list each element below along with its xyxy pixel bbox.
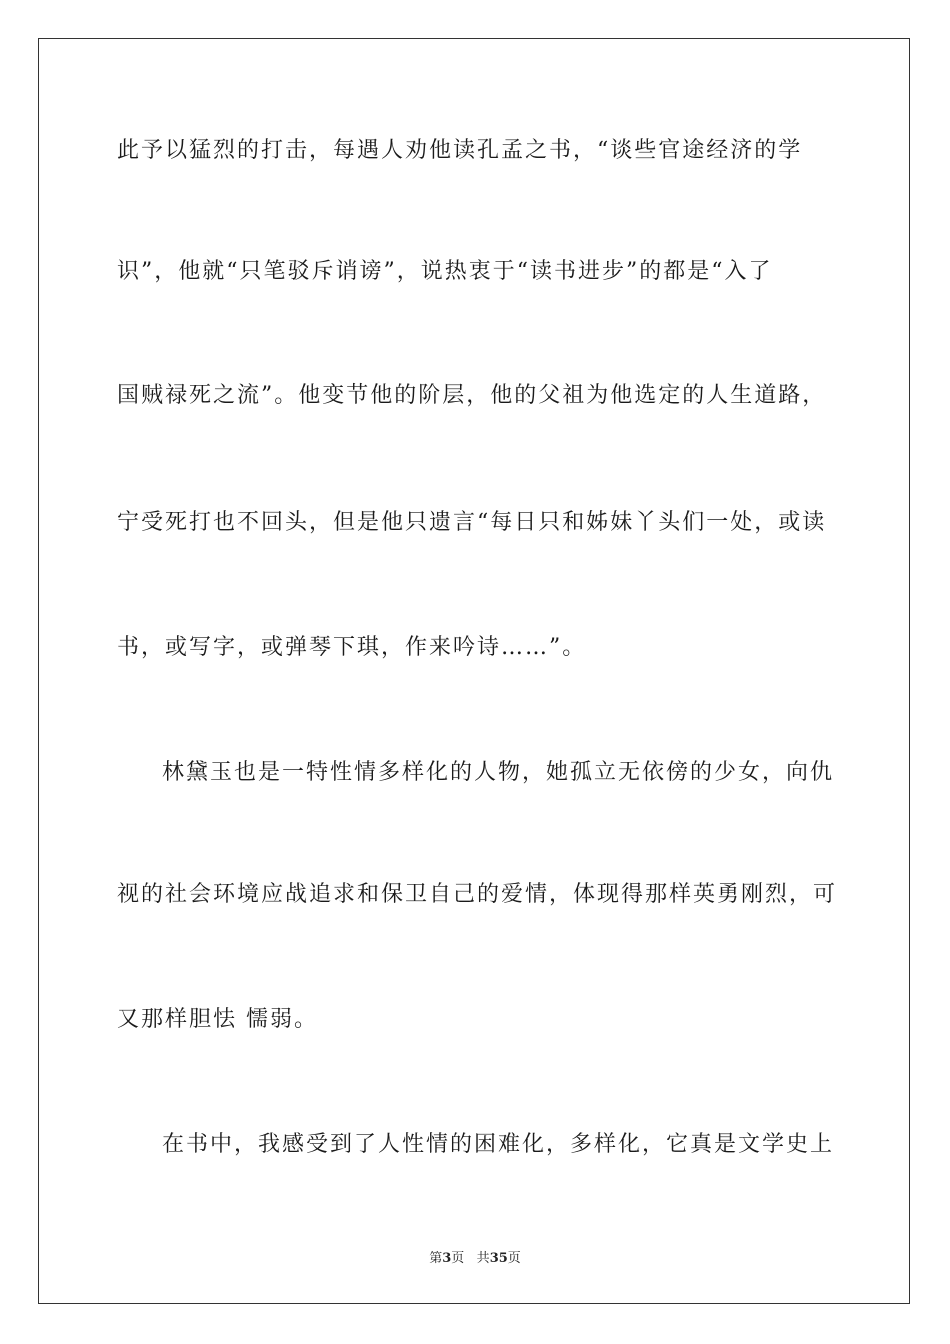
- paragraph-2-line-1: 林黛玉也是一特性情多样化的人物，她孤立无依傍的少女，向仇: [162, 760, 835, 785]
- text-line-1: 此予以猛烈的打击，每遇人劝他读孔孟之书，“谈些官途经济的学: [117, 138, 803, 163]
- page-number: 3: [442, 1251, 452, 1266]
- total-prefix: 共: [476, 1251, 490, 1266]
- text-line-3: 国贼禄死之流”。他变节他的阶层，他的父祖为他选定的人生道路，: [117, 383, 827, 408]
- total-pages: 35: [489, 1251, 508, 1266]
- page-suffix: 页: [451, 1251, 465, 1266]
- page-prefix: 第: [429, 1251, 443, 1266]
- text-line-2: 识”，他就“只笔驳斥诮谤”，说热衷于“读书进步”的都是“入了: [117, 259, 773, 284]
- total-suffix: 页: [507, 1251, 521, 1266]
- page-footer: [0, 1247, 950, 1266]
- page-border: [38, 38, 910, 1304]
- text-line-5: 书，或写字，或弹琴下琪，作来吟诗……”。: [117, 635, 587, 660]
- text-line-4: 宁受死打也不回头，但是他只遗言“每日只和姊妹丫头们一处，或读: [117, 510, 827, 535]
- paragraph-2-line-3: 又那样胆怯 懦弱。: [117, 1007, 318, 1032]
- paragraph-2-line-2: 视的社会环境应战追求和保卫自己的爱情，体现得那样英勇刚烈，可: [117, 882, 838, 907]
- paragraph-3-line-1: 在书中，我感受到了人性情的困难化，多样化，它真是文学史上: [162, 1132, 835, 1157]
